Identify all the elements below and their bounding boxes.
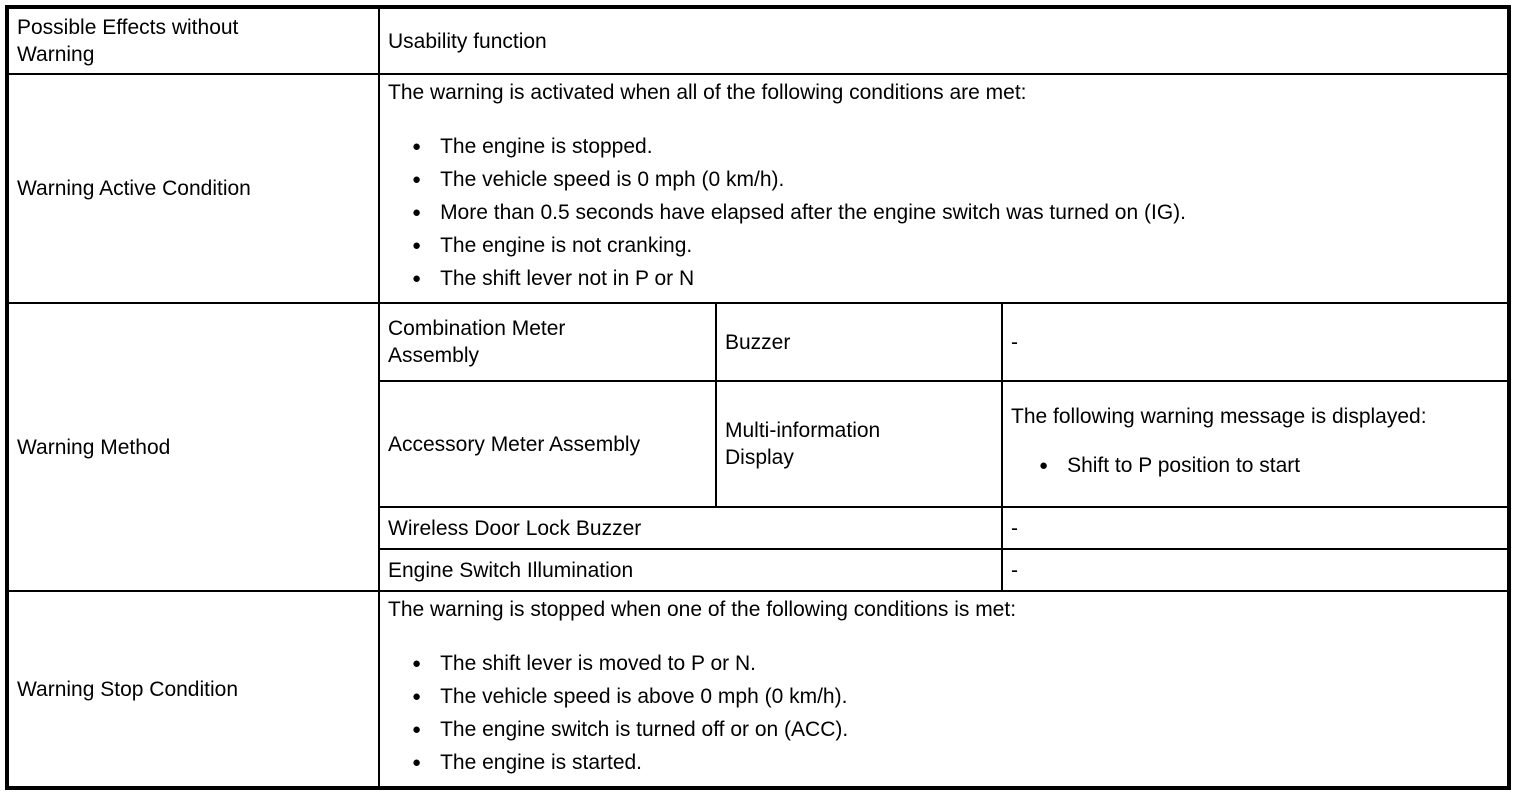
method-component-cell	[379, 549, 1002, 591]
bullet-icon: ●	[412, 655, 422, 672]
warning-stop-intro: The warning is stopped when one of the following conditions is met:	[388, 598, 1017, 621]
warning-active-content-cell	[379, 74, 1509, 303]
method-detail: -	[1011, 516, 1018, 540]
row-label-text: Warning Stop Condition	[17, 677, 239, 701]
bullet-icon: ●	[1039, 457, 1049, 474]
method-detail-cell	[1002, 303, 1509, 381]
table-row	[7, 303, 1509, 381]
method-detail-cell	[1002, 507, 1509, 549]
bullet-icon: ●	[412, 688, 422, 705]
list-item-text: The engine is not cranking.	[440, 234, 693, 257]
list-item-text: The engine is started.	[440, 751, 643, 774]
list-item	[412, 133, 1499, 160]
warning-stop-content-cell	[379, 591, 1509, 788]
list-item-text: More than 0.5 seconds have elapsed after the engine switch was turned on (IG).	[440, 201, 1186, 224]
list-item	[412, 232, 1499, 259]
method-sub: Multi-information Display	[725, 419, 881, 469]
list-item	[412, 166, 1499, 193]
bullet-icon: ●	[412, 754, 422, 771]
method-detail: -	[1011, 330, 1018, 354]
list-item-text: The engine is stopped.	[440, 135, 653, 158]
list-item-text: The vehicle speed is above 0 mph (0 km/h).	[440, 685, 848, 708]
list-item	[412, 749, 1499, 776]
method-detail-list	[1011, 452, 1499, 479]
list-item-text: Shift to P position to start	[1067, 454, 1301, 477]
row-label-warning-stop	[7, 591, 379, 788]
method-detail-cell	[1002, 381, 1509, 507]
method-detail-cell	[1002, 549, 1509, 591]
row-label-text: Warning Active Condition	[17, 177, 251, 200]
table-row	[7, 7, 1509, 74]
list-item	[412, 683, 1499, 710]
row-label-text: Warning Method	[17, 435, 171, 459]
list-item	[412, 650, 1499, 677]
method-component: Wireless Door Lock Buzzer	[388, 516, 642, 540]
warning-active-intro: The warning is activated when all of the following conditions are met:	[388, 81, 1027, 104]
list-item	[412, 716, 1499, 743]
warning-stop-list	[388, 650, 1499, 776]
method-component-cell	[379, 303, 716, 381]
row-label-text: Possible Effects without Warning	[17, 16, 239, 66]
warning-spec-table	[5, 5, 1511, 790]
list-item-text: The shift lever not in P or N	[440, 267, 695, 290]
list-item-text: The shift lever is moved to P or N.	[440, 652, 756, 675]
table-row	[7, 74, 1509, 303]
bullet-icon: ●	[412, 721, 422, 738]
method-detail-intro: The following warning message is displayed:	[1011, 405, 1427, 428]
list-item-text: The vehicle speed is 0 mph (0 km/h).	[440, 168, 785, 191]
method-sub: Buzzer	[725, 330, 791, 354]
method-component: Engine Switch Illumination	[388, 558, 634, 582]
possible-effects-value-cell	[379, 7, 1509, 74]
possible-effects-value: Usability function	[388, 29, 547, 53]
bullet-icon: ●	[412, 270, 422, 287]
method-sub-cell	[716, 381, 1002, 507]
method-component: Combination Meter Assembly	[388, 317, 566, 367]
method-sub-cell	[716, 303, 1002, 381]
method-component-cell	[379, 381, 716, 507]
bullet-icon: ●	[412, 138, 422, 155]
bullet-icon: ●	[412, 171, 422, 188]
list-item	[412, 265, 1499, 292]
method-component: Accessory Meter Assembly	[388, 432, 641, 456]
method-component-cell	[379, 507, 1002, 549]
bullet-icon: ●	[412, 204, 422, 221]
row-label-warning-method	[7, 303, 379, 591]
row-label-warning-active	[7, 74, 379, 303]
bullet-icon: ●	[412, 237, 422, 254]
list-item	[1039, 452, 1499, 479]
warning-active-list	[388, 133, 1499, 292]
method-detail: -	[1011, 558, 1018, 582]
table-row	[7, 591, 1509, 788]
row-label-possible-effects	[7, 7, 379, 74]
list-item-text: The engine switch is turned off or on (ACC).	[440, 718, 849, 741]
list-item	[412, 199, 1499, 226]
